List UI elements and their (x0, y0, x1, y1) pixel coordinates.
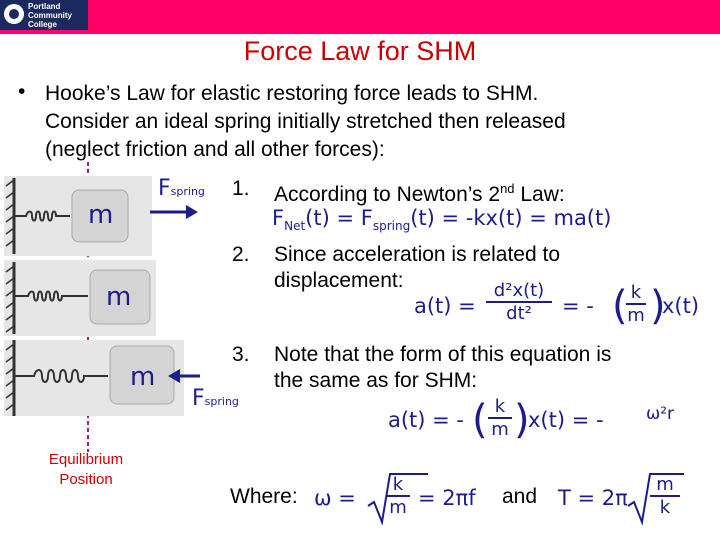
logo-icon (4, 4, 24, 24)
acceleration-equation (414, 280, 706, 336)
shm-k-over-m (488, 396, 512, 440)
force-label-top (158, 176, 205, 201)
omega-k-over-m (386, 474, 410, 518)
logo-line-2: Community (28, 11, 72, 20)
equilibrium-position-label (30, 450, 142, 490)
force-subscript: spring (204, 395, 239, 408)
eq-mid-sub: spring (372, 219, 411, 234)
accel-k: k (626, 282, 646, 305)
force-symbol: F (158, 176, 171, 201)
intro-line-1: Hooke’s Law for elastic restoring force leads to SHM. (45, 82, 539, 105)
omega-rhs: = 2πf (418, 486, 476, 510)
shm-tail: ω²r (646, 404, 675, 424)
force-arrow-right (150, 205, 198, 219)
step-3-text (274, 342, 611, 394)
shm-right-paren: ) (514, 397, 530, 443)
accel-m: m (627, 305, 645, 326)
logo-text (28, 2, 88, 29)
period-m-over-k (650, 474, 680, 518)
spring-row-3 (4, 340, 184, 416)
intro-text (45, 80, 705, 164)
eq-fnet-sub: Net (284, 219, 306, 234)
accel-numerator: d²x(t) (486, 280, 552, 303)
accel-left-paren: ( (612, 283, 628, 329)
shm-lhs: a(t) = - (388, 408, 465, 432)
shm-rhs: x(t) = - (528, 408, 604, 432)
college-logo (0, 0, 88, 30)
eq-right: (t) = -kx(t) = ma(t) (410, 206, 612, 230)
omega-k: k (386, 474, 410, 497)
and-label: and (502, 485, 538, 508)
period-k: k (659, 497, 671, 518)
equilibrium-label-line-1: Equilibrium (48, 451, 124, 468)
omega-equation (314, 468, 494, 528)
accel-lhs: a(t) = (414, 294, 476, 318)
step-1-number: 1. (232, 177, 250, 200)
accel-denominator: dt² (506, 303, 532, 324)
accel-right-paren: ) (650, 283, 666, 329)
header-bar (0, 0, 720, 34)
logo-line-1: Portland (28, 2, 61, 11)
force-subscript: spring (170, 185, 205, 198)
mass-label-1: m (88, 200, 114, 230)
accel-k-over-m (626, 282, 646, 326)
shm-k: k (488, 396, 512, 419)
intro-line-3: (neglect friction and all other forces): (45, 138, 385, 161)
step-1-text-before: According to Newton’s 2 (274, 183, 501, 206)
equilibrium-label-line-2: Position (59, 471, 113, 488)
step-2-line-1: Since acceleration is related to (274, 243, 560, 266)
mass-label-2: m (106, 282, 132, 312)
step-3-number: 3. (232, 343, 250, 366)
shm-equation (388, 394, 688, 450)
period-m: m (650, 474, 680, 497)
step-3-line-1: Note that the form of this equation is (274, 343, 612, 366)
bullet-marker: • (18, 80, 26, 103)
step-1 (232, 176, 712, 204)
newton-equation (272, 206, 611, 233)
shm-m: m (491, 419, 509, 440)
eq-fnet: F (272, 206, 285, 230)
accel-rhs: x(t) (662, 294, 700, 318)
step-1-text (274, 176, 565, 208)
where-label: Where: (230, 485, 298, 508)
spring-row-1 (4, 176, 152, 256)
intro-line-2: Consider an ideal spring initially stretched then released (45, 110, 566, 133)
step-2-number: 2. (232, 243, 250, 266)
omega-m: m (389, 497, 407, 518)
step-3 (232, 342, 712, 398)
step-1-superscript: nd (500, 181, 515, 196)
step-1-text-after: Law: (514, 183, 565, 206)
logo-line-3: College (28, 20, 57, 29)
eq-mid: (t) = F (305, 206, 373, 230)
omega-lhs: ω = (314, 486, 356, 510)
step-2-line-2: displacement: (274, 269, 404, 292)
period-lhs: T = 2π (558, 486, 628, 510)
spring-row-2 (4, 260, 156, 336)
slide-title: Force Law for SHM (243, 36, 477, 66)
force-symbol: F (192, 386, 205, 411)
step-3-line-2: the same as for SHM: (274, 369, 478, 392)
shm-left-paren: ( (472, 397, 488, 443)
accel-equals: = - (562, 294, 594, 318)
period-equation (558, 468, 698, 528)
accel-fraction (486, 280, 552, 324)
mass-label-3: m (130, 362, 156, 392)
